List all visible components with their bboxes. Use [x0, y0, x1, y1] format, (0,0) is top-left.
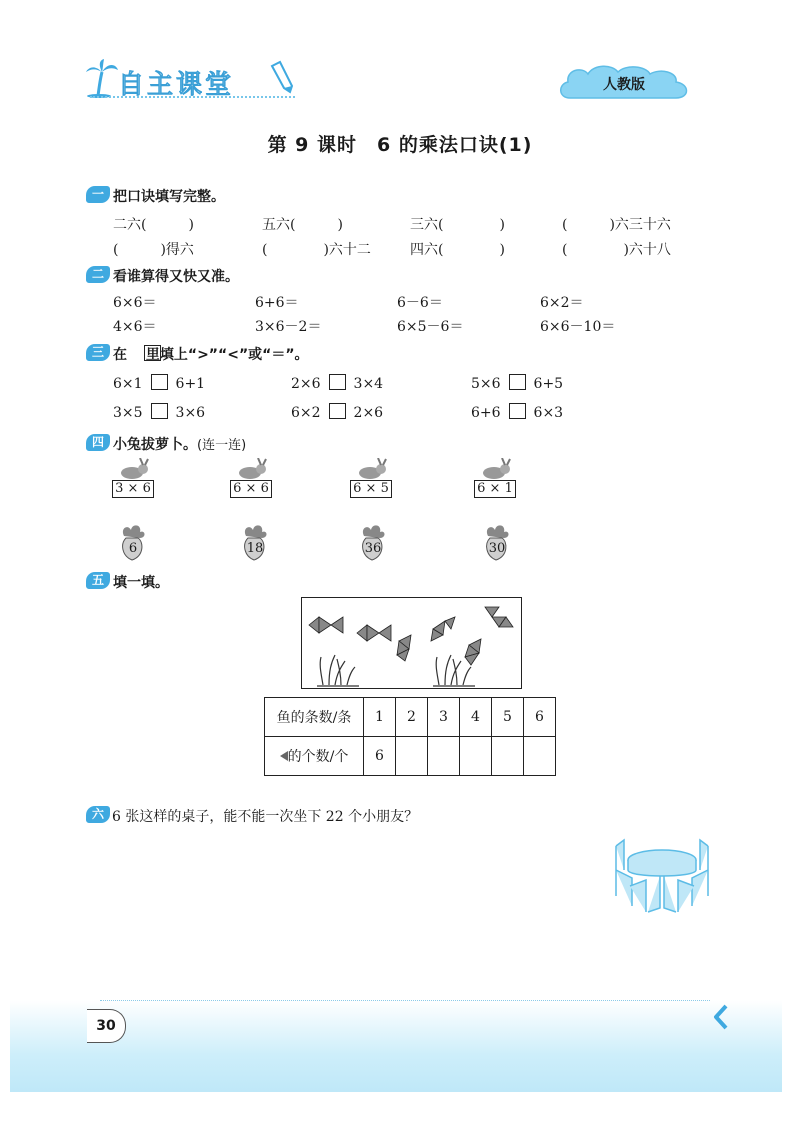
- compare-right: 3×4: [353, 376, 384, 392]
- compare-item: [291, 374, 383, 392]
- compare-box[interactable]: [151, 374, 168, 390]
- table-cell: 2: [396, 698, 428, 737]
- section-heading: 看谁算得又快又准。: [113, 269, 239, 285]
- section-badge: 一: [86, 186, 110, 203]
- table-header-cell: 鱼的条数/条: [265, 698, 364, 737]
- edition-label: 人教版: [603, 77, 645, 93]
- calc-item[interactable]: 6+6＝: [255, 295, 299, 311]
- compare-right: 3×6: [175, 405, 206, 421]
- compare-box[interactable]: [329, 403, 346, 419]
- table-cell: 6: [524, 698, 556, 737]
- table-cell[interactable]: [460, 737, 492, 776]
- section-heading: 在 里填上“>”“<”或“＝”。: [113, 347, 309, 363]
- radish-number: 30: [488, 541, 506, 556]
- compare-item: [113, 403, 205, 421]
- compare-right: 6+1: [175, 376, 206, 392]
- compare-right: 6+5: [533, 376, 564, 392]
- compare-left: 5×6: [471, 376, 501, 392]
- table-cell[interactable]: [524, 737, 556, 776]
- section-heading-text: 小兔拔萝卜。: [113, 437, 197, 453]
- compare-item: [471, 374, 563, 392]
- compare-item: [113, 374, 205, 392]
- section-heading: 填一填。: [113, 575, 169, 591]
- calc-item[interactable]: 4×6＝: [113, 319, 157, 335]
- fill-item[interactable]: ( )得六: [113, 242, 194, 258]
- compare-right: 6×3: [533, 405, 564, 421]
- footer-band: [10, 1000, 782, 1092]
- rabbit-expression[interactable]: 6 × 1: [474, 480, 516, 498]
- brand-title: 自主课堂: [118, 70, 235, 100]
- section-badge: 五: [86, 572, 110, 589]
- radish-number: 18: [246, 541, 264, 556]
- rabbit-expression[interactable]: 6 × 5: [350, 480, 392, 498]
- section-heading: [113, 434, 246, 454]
- compare-left: 3×5: [113, 405, 143, 421]
- rabbit-expression[interactable]: 6 × 6: [230, 480, 272, 498]
- fish-picture: [301, 597, 522, 689]
- compare-box[interactable]: [151, 403, 168, 419]
- rabbit-card: [350, 458, 396, 498]
- rabbit-icon: [230, 458, 276, 480]
- compare-left: 6×2: [291, 405, 321, 421]
- table-cell: 1: [364, 698, 396, 737]
- fill-item[interactable]: 三六( ): [410, 217, 505, 233]
- compare-box: [144, 345, 161, 361]
- compare-left: 2×6: [291, 376, 321, 392]
- section-note: (连一连): [197, 438, 247, 453]
- radish-card[interactable]: [116, 522, 150, 562]
- section-badge: 二: [86, 266, 110, 283]
- compare-item: [471, 403, 563, 421]
- calc-item[interactable]: 6×6－10＝: [540, 319, 616, 335]
- table-header-cell: [265, 737, 364, 776]
- table-cell[interactable]: [396, 737, 428, 776]
- rabbit-card: [230, 458, 276, 498]
- table-cell: 4: [460, 698, 492, 737]
- radish-card[interactable]: [356, 522, 390, 562]
- rabbit-expression[interactable]: 3 × 6: [112, 480, 154, 498]
- table-cell: 6: [364, 737, 396, 776]
- question-text: 6 张这样的桌子，能不能一次坐下 22 个小朋友？: [112, 809, 419, 825]
- fill-item[interactable]: ( )六十八: [562, 242, 671, 258]
- fill-item[interactable]: ( )六十二: [262, 242, 371, 258]
- fill-item[interactable]: 二六( ): [113, 217, 194, 233]
- fish-table: [264, 697, 556, 776]
- header-dotted-line: [90, 96, 295, 98]
- fill-item[interactable]: ( )六三十六: [562, 217, 671, 233]
- rabbit-icon: [112, 458, 158, 480]
- page-number: 30: [87, 1009, 126, 1043]
- rabbit-card: [112, 458, 158, 498]
- compare-box[interactable]: [509, 403, 526, 419]
- fill-item[interactable]: 五六( ): [262, 217, 343, 233]
- table-cell: 5: [492, 698, 524, 737]
- calc-item[interactable]: 6×2＝: [540, 295, 584, 311]
- compare-box[interactable]: [509, 374, 526, 390]
- compare-left: 6+6: [471, 405, 501, 421]
- calc-item[interactable]: 6－6＝: [397, 295, 443, 311]
- lesson-title: 第 9 课时 6 的乘法口诀(1): [267, 134, 533, 156]
- table-cell[interactable]: [492, 737, 524, 776]
- footer-dotted-line: [100, 1000, 710, 1001]
- rabbit-card: [474, 458, 520, 498]
- chevron-left-icon: [713, 1004, 729, 1030]
- compare-box[interactable]: [329, 374, 346, 390]
- table-chairs-icon: [610, 826, 714, 914]
- section-badge: 四: [86, 434, 110, 451]
- table-row: [265, 698, 556, 737]
- section-badge: 六: [86, 806, 110, 823]
- table-cell[interactable]: [428, 737, 460, 776]
- calc-item[interactable]: 6×5－6＝: [397, 319, 464, 335]
- rabbit-icon: [350, 458, 396, 480]
- palm-tree-icon: [84, 58, 120, 98]
- compare-item: [291, 403, 383, 421]
- fill-item[interactable]: 四六( ): [410, 242, 505, 258]
- calc-item[interactable]: 3×6－2＝: [255, 319, 322, 335]
- section-heading: 把口诀填写完整。: [113, 189, 225, 205]
- calc-item[interactable]: 6×6＝: [113, 295, 157, 311]
- table-header-text: 的个数/个: [287, 749, 349, 765]
- radish-number: 36: [364, 541, 382, 556]
- rabbit-icon: [474, 458, 520, 480]
- table-cell: 3: [428, 698, 460, 737]
- section-badge: 三: [86, 344, 110, 361]
- pencil-icon: [268, 60, 296, 94]
- radish-card[interactable]: [480, 522, 514, 562]
- radish-number: 6: [128, 541, 138, 556]
- table-row: [265, 737, 556, 776]
- compare-right: 2×6: [353, 405, 384, 421]
- triangle-icon: [280, 751, 288, 761]
- compare-left: 6×1: [113, 376, 143, 392]
- radish-card[interactable]: [238, 522, 272, 562]
